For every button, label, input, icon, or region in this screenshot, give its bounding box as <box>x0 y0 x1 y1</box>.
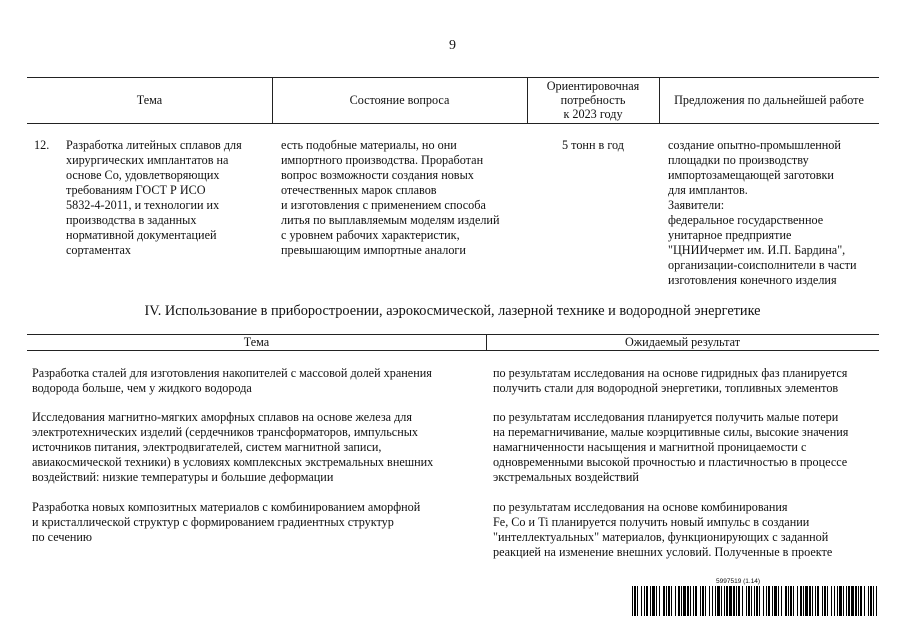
barcode-bar <box>738 586 740 616</box>
barcode <box>632 586 878 616</box>
barcode-bar <box>873 586 874 616</box>
barcode-bar <box>839 586 842 616</box>
barcode-bar <box>700 586 701 616</box>
barcode-bar <box>751 586 752 616</box>
row-proposals: создание опытно-промышленной площадки по производству импортозамещающей заготовки для имплантов. Заявители: федеральное государственное унитарное предприятие "ЦНИИчермет им. И.П. Бардина", организации-соисполнители в части изготовления конечного изделия <box>668 138 857 287</box>
table-1-header-bottom-border <box>27 123 879 124</box>
barcode-bar <box>659 586 660 616</box>
barcode-bar <box>650 586 651 616</box>
barcode-bar <box>671 586 672 616</box>
page-number: 9 <box>449 38 456 53</box>
barcode-bar <box>800 586 802 616</box>
barcode-bar <box>693 586 694 616</box>
barcode-bar <box>634 586 636 616</box>
barcode-bar <box>695 586 697 616</box>
table-1-header-status: Состояние вопроса <box>349 93 450 107</box>
barcode-bar <box>778 586 779 616</box>
barcode-bar <box>646 586 648 616</box>
barcode-bar <box>705 586 706 616</box>
barcode-bar <box>726 586 728 616</box>
barcode-bar <box>742 586 743 616</box>
barcode-bar <box>855 586 857 616</box>
barcode-bar <box>663 586 665 616</box>
barcode-bar <box>668 586 670 616</box>
barcode-bar <box>785 586 787 616</box>
barcode-bar <box>788 586 789 616</box>
row-need: 5 тонн в год <box>562 138 624 152</box>
table-row-topic: Разработка сталей для изготовления накопителей с массовой долей хранения водорода больше, чем у жидкого водорода <box>32 366 432 395</box>
table-1-header-need: Ориентировочная потребность к 2023 году <box>546 79 640 121</box>
barcode-bar <box>712 586 713 616</box>
barcode-bar <box>768 586 770 616</box>
row-number: 12. <box>34 138 50 152</box>
row-status: есть подобные материалы, но они импортного производства. Проработан вопрос возможности создания новых отечественных марок сплавов и изготовления с применением способа литья по выплавляемым моделям изделий с уровнем рабочих характеристик, превышающим импортные аналоги <box>281 138 500 257</box>
barcode-bar <box>687 586 689 616</box>
barcode-bar <box>754 586 755 616</box>
barcode-bar <box>817 586 819 616</box>
barcode-bar <box>846 586 847 616</box>
barcode-bar <box>690 586 691 616</box>
barcode-bar <box>637 586 638 616</box>
barcode-bar <box>797 586 798 616</box>
barcode-bar <box>812 586 813 616</box>
barcode-bar <box>748 586 750 616</box>
barcode-bar <box>858 586 859 616</box>
barcode-bar <box>805 586 808 616</box>
barcode-bar <box>860 586 862 616</box>
barcode-bar <box>652 586 655 616</box>
barcode-bar <box>848 586 850 616</box>
barcode-bar <box>641 586 642 616</box>
barcode-bar <box>763 586 764 616</box>
barcode-bar <box>632 586 633 616</box>
barcode-bar <box>681 586 682 616</box>
barcode-bar <box>766 586 767 616</box>
table-row-topic: Разработка новых композитных материалов с комбинированием аморфной и кристаллической структур с формированием градиентных структур по сечению <box>32 500 421 544</box>
barcode-bar <box>736 586 737 616</box>
table-2-header-result: Ожидаемый результат <box>624 335 741 349</box>
barcode-bar <box>790 586 792 616</box>
table-row-result: по результатам исследования на основе комбинирования Fe, Co и Ti планируется получить новый импульс в создании "интеллектуальных" материалов, функционирующих с заданной реакцией на изменение внешних условий. Полученные в проекте <box>493 500 833 559</box>
barcode-bar <box>864 586 865 616</box>
barcode-bar <box>715 586 716 616</box>
table-row-topic: Исследования магнитно-мягких аморфных сплавов на основе железа для электротехнических изделий (сердечников трансформаторов, импульсных источников питания, электродвигателей, систем магнитной записи, авиакосмической техники) в условиях комплексных экстремальных внешних воздействий: низкие температуры и большие деформации <box>32 410 434 484</box>
barcode-bar <box>834 586 835 616</box>
barcode-bar <box>772 586 773 616</box>
table-2-header-topic: Тема <box>243 335 270 349</box>
barcode-bar <box>644 586 645 616</box>
barcode-bar <box>827 586 828 616</box>
barcode-label: 5997519 (1.14) <box>716 578 761 585</box>
table-row-result: по результатам исследования планируется получить малые потери на перемагничивание, малые коэрцитивные силы, высокие значения намагниченности насыщения и магнитной проницаемости с одновременными высокой прочностью и пластичностью в процессе экстремальных воздействий <box>493 410 849 484</box>
table-row-result: по результатам исследования на основе гидридных фаз планируется получить стали для водородной энергетики, топливных элементов <box>493 366 848 395</box>
barcode-bar <box>822 586 823 616</box>
barcode-bar <box>678 586 680 616</box>
barcode-bar <box>803 586 804 616</box>
barcode-bar <box>876 586 877 616</box>
barcode-bar <box>721 586 722 616</box>
barcode-bar <box>774 586 777 616</box>
barcode-bar <box>815 586 816 616</box>
barcode-bar <box>717 586 720 616</box>
barcode-bar <box>724 586 725 616</box>
barcode-bar <box>729 586 732 616</box>
barcode-bar <box>733 586 735 616</box>
barcode-bar <box>709 586 710 616</box>
barcode-bar <box>868 586 869 616</box>
barcode-bar <box>831 586 832 616</box>
table-1-top-border <box>27 77 879 78</box>
barcode-bar <box>793 586 794 616</box>
barcode-bar <box>683 586 686 616</box>
barcode-bar <box>702 586 704 616</box>
barcode-bar <box>656 586 657 616</box>
barcode-bar <box>837 586 838 616</box>
barcode-bar <box>851 586 854 616</box>
barcode-bar <box>809 586 811 616</box>
table-1-header-topic: Тема <box>136 93 163 107</box>
table-2-header-bottom-border <box>27 350 879 351</box>
barcode-bar <box>781 586 782 616</box>
table-1-header-proposals: Предложения по дальнейшей работе <box>674 93 864 107</box>
barcode-bar <box>843 586 844 616</box>
section-heading: IV. Использование в приборостроении, аэрокосмической, лазерной технике и водородной энергетике <box>144 303 761 319</box>
barcode-bar <box>756 586 758 616</box>
barcode-bar <box>759 586 760 616</box>
barcode-bar <box>746 586 747 616</box>
barcode-bar <box>675 586 676 616</box>
barcode-bar <box>870 586 872 616</box>
row-topic: Разработка литейных сплавов для хирургических имплантатов на основе Co, удовлетворяющих требованиям ГОСТ Р ИСО 5832-4-2011, и технологии их производства в заданных нормативной документацией сортаментах <box>66 138 242 257</box>
barcode-bar <box>666 586 667 616</box>
barcode-bar <box>824 586 826 616</box>
